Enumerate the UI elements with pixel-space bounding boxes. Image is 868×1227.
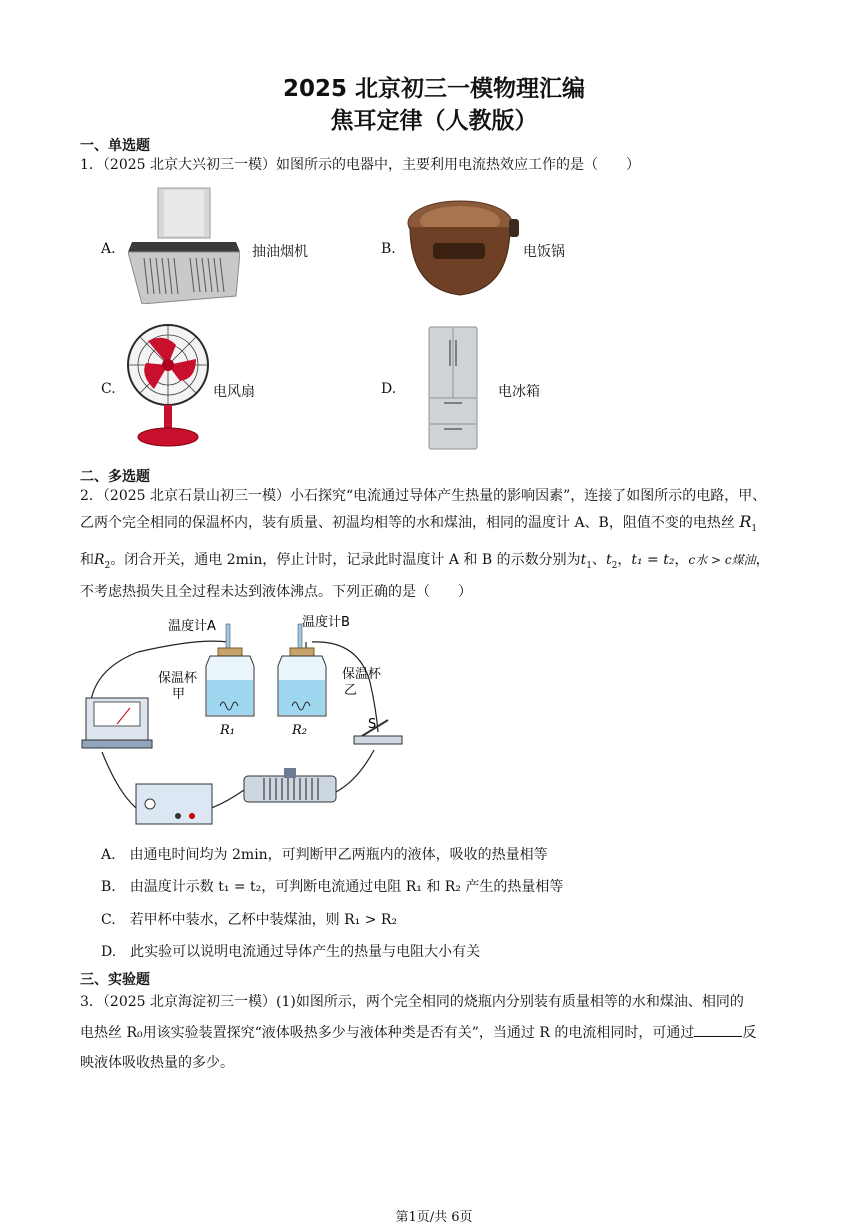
cup-a-label: 保温杯 [158, 671, 198, 686]
resistor-1-label: R₁ [220, 723, 235, 738]
range-hood-image [128, 186, 240, 304]
document-title: 2025 北京初三一模物理汇编 [282, 76, 586, 102]
electric-fan-image [124, 323, 212, 449]
question-1-stem: 1．（2025 北京大兴初三一模）如图所示的电器中，主要利用电流热效应工作的是（ ） [80, 157, 640, 173]
q1-option-b-letter: B. [381, 241, 396, 257]
circuit-diagram [78, 612, 408, 834]
question-2-line-3: 和$R_2$。闭合开关，通电 2min，停止计时，记录此时温度计 A 和 B 的示数分别为$t_1$、$t_2$，t₁ = t₂，c水 > c煤油， [80, 552, 770, 571]
thermometer-a-label: 温度计A [168, 619, 216, 634]
thermometer-b-label: 温度计B [302, 615, 350, 630]
page-footer: 第1页/共 6页 [395, 1210, 473, 1225]
q2-option-a: A. 由通电时间均为 2min，可判断甲乙两瓶内的液体，吸收的热量相等 [101, 847, 548, 863]
q1-option-a-caption: 抽油烟机 [252, 244, 308, 260]
resistor-2-label: R₂ [292, 723, 307, 738]
section-heading-multiple-choice: 二、多选题 [80, 469, 150, 485]
q2-option-b: B. 由温度计示数 t₁ = t₂，可判断电流通过电阻 R₁ 和 R₂ 产生的热量相等 [101, 879, 564, 895]
q1-option-c-caption: 电风扇 [213, 384, 255, 400]
cup-a-name: 甲 [172, 687, 186, 702]
q2-option-d: D. 此实验可以说明电流通过导体产生的热量与电阻大小有关 [101, 944, 481, 960]
question-3-line-3: 映液体吸收热量的多少。 [80, 1055, 234, 1071]
question-3-line-2: 电热丝 R₀用该实验装置探究“液体吸热多少与液体种类是否有关”，当通过 R 的电流相同时，可通过 反 [80, 1020, 792, 1046]
cup-b-label: 保温杯 [342, 667, 382, 682]
switch-label: S [368, 717, 377, 732]
question-2-line-2: 乙两个完全相同的保温杯内，装有质量、初温均相等的水和煤油，相同的温度计 A、B，阻值不变的电热丝 $R_1$ [80, 512, 758, 534]
q1-option-b-caption: 电饭锅 [523, 244, 565, 260]
q1-option-a-letter: A. [101, 241, 116, 257]
document-subtitle: 焦耳定律（人教版） [330, 108, 538, 134]
q1-option-c-letter: C. [101, 381, 116, 397]
q1-option-d-caption: 电冰箱 [498, 384, 540, 400]
section-heading-single-choice: 一、单选题 [80, 138, 150, 154]
question-2-line-1: 2．（2025 北京石景山初三一模）小石探究“电流通过导体产生热量的影响因素”，连接了如图所示的电路，甲、 [80, 488, 767, 504]
q1-option-d-letter: D. [381, 381, 397, 397]
refrigerator-image [428, 326, 478, 450]
answer-blank [694, 1022, 742, 1037]
q2-option-c: C. 若甲杯中装水，乙杯中装煤油，则 R₁ > R₂ [101, 912, 398, 928]
question-3-line-1: 3．（2025 北京海淀初三一模）(1)如图所示，两个完全相同的烧瓶内分别装有质量相等的水和煤油、相同的 [80, 994, 744, 1010]
rice-cooker-image [405, 197, 521, 300]
section-heading-experiment: 三、实验题 [80, 972, 150, 988]
question-2-line-4: 不考虑热损失且全过程未达到液体沸点。下列正确的是（ ） [80, 584, 472, 600]
cup-b-name: 乙 [344, 683, 358, 698]
